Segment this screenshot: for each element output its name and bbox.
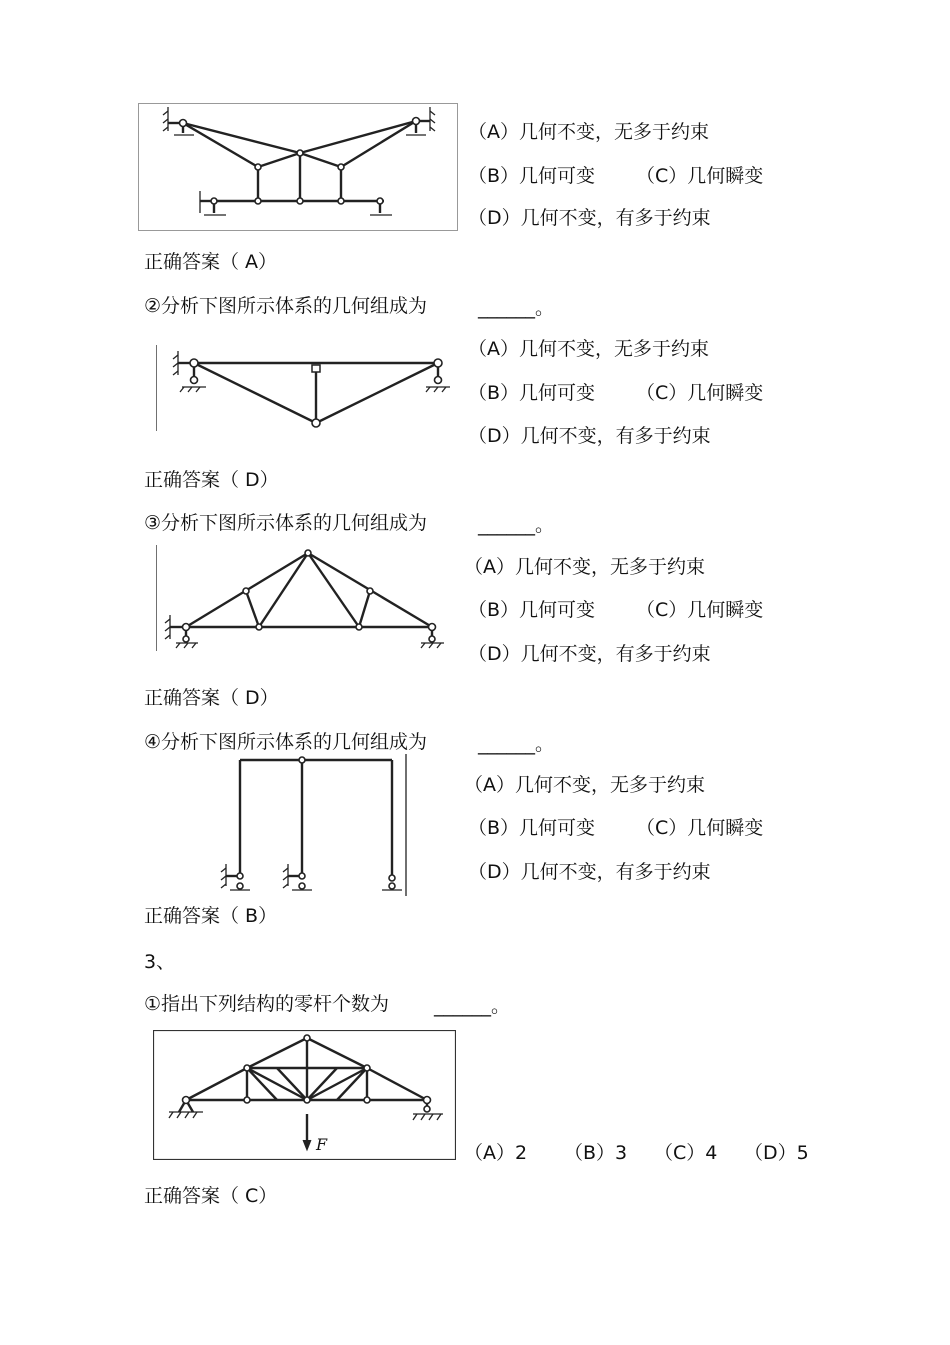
q1-structure-diagram	[138, 103, 458, 231]
q1-option-d: （D）几何不变，有多于约束	[468, 207, 711, 229]
q4-option-d: （D）几何不变，有多于约束	[468, 861, 711, 883]
section-3-heading: 3、	[144, 951, 176, 973]
q2-answer: 正确答案（ D）	[144, 469, 279, 491]
s3q1-blank: ______。	[434, 995, 511, 1017]
q4-option-a: （A）几何不变，无多于约束	[464, 774, 705, 796]
q3-option-c: （C）几何瞬变	[636, 599, 764, 621]
q2-prompt: ②分析下图所示体系的几何组成为	[144, 295, 428, 317]
q3-option-b: （B）几何可变	[468, 599, 596, 621]
s3q1-prompt: ①指出下列结构的零杆个数为	[144, 993, 390, 1015]
q1-option-a: （A）几何不变，无多于约束	[468, 121, 709, 143]
q3-answer: 正确答案（ D）	[144, 687, 279, 709]
q3-option-d: （D）几何不变，有多于约束	[468, 643, 711, 665]
s3q1-force-label: F	[316, 1135, 328, 1154]
q4-answer: 正确答案（ B）	[144, 905, 278, 927]
q4-prompt: ④分析下图所示体系的几何组成为	[144, 731, 428, 753]
q3-option-a: （A）几何不变，无多于约束	[464, 556, 705, 578]
q2-option-b: （B）几何可变	[468, 382, 596, 404]
q3-truss-diagram	[156, 543, 444, 653]
q2-structure-diagram	[156, 343, 456, 433]
q1-option-c: （C）几何瞬变	[636, 165, 764, 187]
q1-answer: 正确答案（ A）	[144, 251, 278, 273]
q4-frame-diagram	[210, 752, 410, 898]
q4-blank: ______。	[478, 733, 555, 755]
q2-option-d: （D）几何不变，有多于约束	[468, 425, 711, 447]
s3q1-truss-diagram	[153, 1030, 456, 1160]
s3q1-option-c: （C）4	[654, 1142, 718, 1164]
q2-option-a: （A）几何不变，无多于约束	[468, 338, 709, 360]
q2-option-c: （C）几何瞬变	[636, 382, 764, 404]
q4-option-c: （C）几何瞬变	[636, 817, 764, 839]
q4-option-b: （B）几何可变	[468, 817, 596, 839]
s3q1-answer: 正确答案（ C）	[144, 1185, 278, 1207]
q3-blank: ______。	[478, 514, 555, 536]
q3-prompt: ③分析下图所示体系的几何组成为	[144, 512, 428, 534]
q1-option-b: （B）几何可变	[468, 165, 596, 187]
s3q1-option-a: （A）2	[464, 1142, 528, 1164]
s3q1-option-b: （B）3	[564, 1142, 628, 1164]
q2-blank: ______。	[478, 297, 555, 319]
s3q1-option-d: （D）5	[744, 1142, 809, 1164]
